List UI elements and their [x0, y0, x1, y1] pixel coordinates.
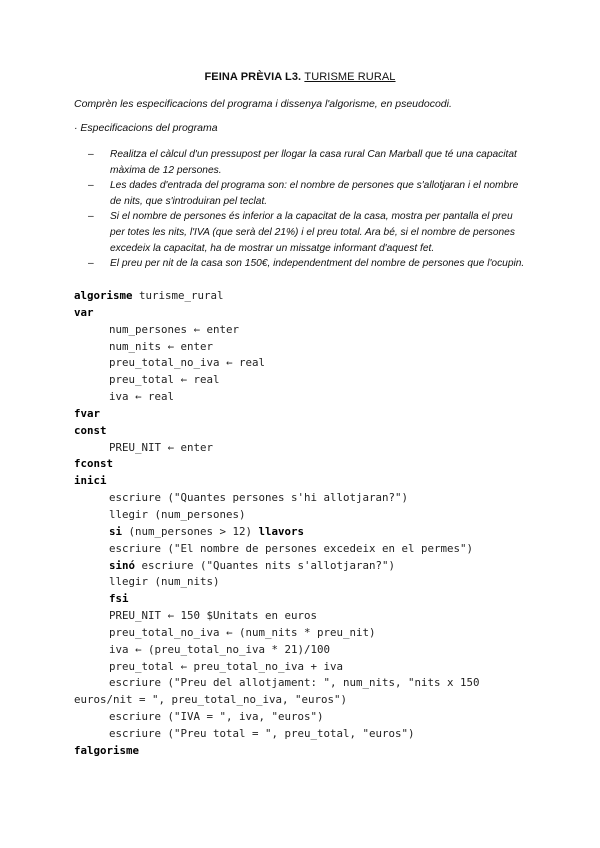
si-condition: (num_persones > 12) [122, 524, 259, 538]
var-declaration: preu_total ← real [109, 373, 220, 387]
keyword-var: var [74, 305, 94, 319]
sino-statement: escriure ("Quantes nits s'allotjaran?") [135, 558, 396, 572]
code-statement: escriure ("Preu del allotjament: ", num_nits, "nits x 150 [109, 676, 480, 690]
keyword-fvar: fvar [74, 406, 101, 420]
spec-item [88, 209, 528, 256]
code-statement: llegir (num_nits) [109, 575, 220, 589]
spec-item [88, 147, 528, 178]
code-statement: preu_total_no_iva ← (num_nits * preu_nit) [109, 625, 376, 639]
spec-item-text: Les dades d'entrada del programa son: el nombre de persones que s'allotjaran i el nombre de nits, que s'introduiran pel teclat. [110, 180, 519, 207]
var-declaration: preu_total_no_iva ← real [109, 356, 266, 370]
code-statement: escriure ("El nombre de persones excedeix en el permes") [109, 541, 474, 555]
keyword-const: const [74, 423, 107, 437]
code-statement: PREU_NIT ← 150 $Unitats en euros [109, 609, 318, 623]
code-statement: escriure ("IVA = ", iva, "euros") [109, 710, 324, 724]
spec-item [88, 178, 528, 209]
keyword-sino: sinó [109, 558, 136, 572]
code-line-algorisme [74, 288, 544, 305]
code-line-sino [74, 558, 544, 575]
var-declaration: num_nits ← enter [109, 339, 214, 353]
pseudocode-block [74, 288, 544, 760]
keyword-llavors: llavors [258, 524, 305, 538]
specs-list [88, 147, 528, 272]
title-underlined: TURISME RURAL [304, 71, 396, 83]
spec-item-text: Si el nombre de persones és inferior a la capacitat de la casa, mostra per pantalla el preu per totes les nits, l'IVA (que serà del 21%) i el preu total. Ara bé, si el nombre de persones excedeix la capacitat, ha de mostrar un missatge informant d'aquest fet. [110, 211, 515, 254]
keyword-inici: inici [74, 474, 107, 488]
title-prefix: FEINA PRÈVIA L3. [204, 71, 305, 83]
code-statement: iva ← (preu_total_no_iva * 21)/100 [109, 642, 331, 656]
spec-item [88, 256, 528, 272]
dash-bullet: – [88, 211, 94, 223]
code-statement: escriure ("Quantes persones s'hi allotjaran?") [109, 491, 409, 505]
dash-bullet: – [88, 258, 94, 270]
code-statement-wrap: euros/nit = ", preu_total_no_iva, "euros") [74, 693, 348, 707]
spec-item-text: El preu per nit de la casa son 150€, independentment del nombre de persones que l'ocupin. [110, 258, 525, 270]
dash-bullet: – [88, 149, 94, 160]
var-declaration: iva ← real [109, 390, 175, 404]
code-statement: escriure ("Preu total = ", preu_total, "euros") [109, 726, 415, 740]
var-declaration: num_persones ← enter [109, 322, 240, 336]
dash-bullet: – [88, 180, 94, 192]
intro-text: Comprèn les especificacions del programa i dissenya l'algorisme, en pseudocodi. [74, 98, 452, 110]
keyword-fsi: fsi [109, 592, 129, 606]
code-line-si [74, 524, 544, 541]
keyword-falgorisme: falgorisme [74, 743, 140, 757]
const-declaration: PREU_NIT ← enter [109, 440, 214, 454]
keyword-fconst: fconst [74, 457, 114, 471]
specs-heading: · Especificacions del programa [74, 122, 218, 134]
keyword-si: si [109, 524, 123, 538]
spec-item-text: Realitza el càlcul d'un pressupost per llogar la casa rural Can Marball que té una capacitat màxima de 12 persones. [110, 149, 517, 176]
code-statement: preu_total ← preu_total_no_iva + iva [109, 659, 344, 673]
page-title [0, 71, 600, 83]
keyword-algorisme: algorisme [74, 289, 133, 302]
algorithm-name: turisme_rural [132, 289, 224, 302]
code-statement: llegir (num_persones) [109, 507, 246, 521]
